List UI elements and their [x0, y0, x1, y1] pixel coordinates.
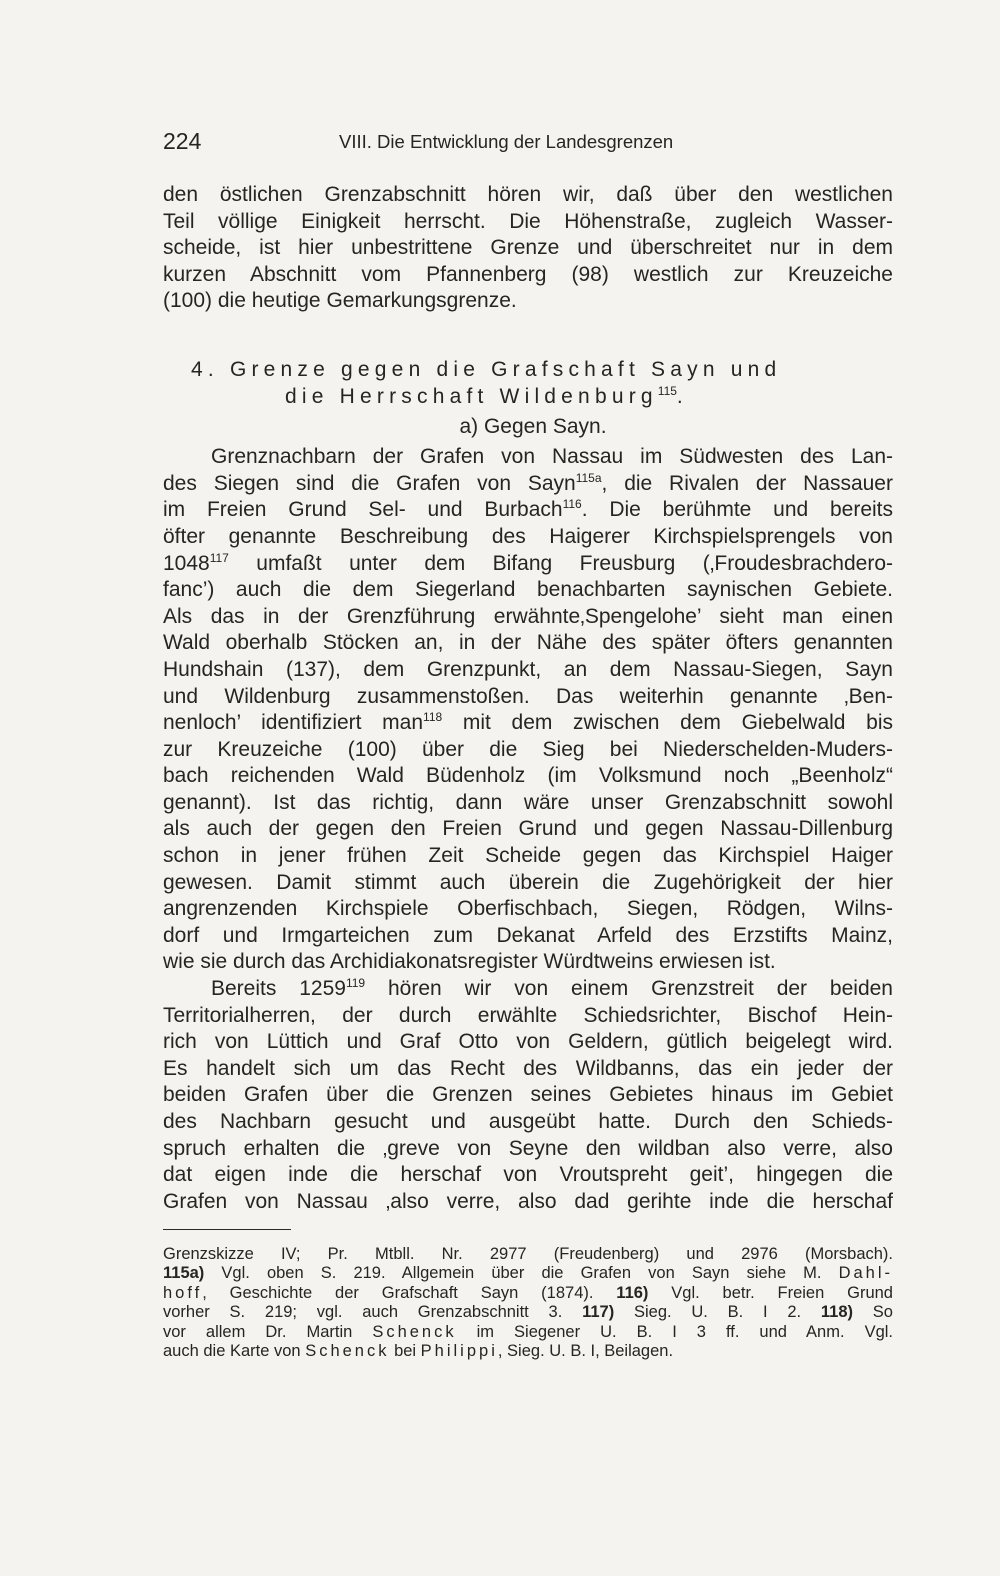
text-line: Grenznachbarn der Grafen von Nassau im Südwesten des Lan-	[211, 445, 893, 469]
footnote-ref: 115a	[575, 470, 602, 485]
text-line: Grafen von Nassau ‚also verre, also dad gerihte inde die herschaf	[163, 1189, 893, 1213]
footnote-line: 115a) Vgl. oben S. 219. Allgemein über die Grafen von Sayn siehe M. Dahl-	[163, 1264, 893, 1283]
footnote-line: hoff, Geschichte der Grafschaft Sayn (1874). 116) Vgl. betr. Freien Grund	[163, 1283, 893, 1302]
text-line: kurzen Abschnitt vom Pfannenberg (98) westlich zur Kreuzeiche	[163, 262, 893, 286]
text-line: den östlichen Grenzabschnitt hören wir, daß über den westlichen	[163, 183, 893, 206]
page-number: 224	[163, 128, 202, 154]
footnote-line: auch die Karte von Schenck bei Philippi, Sieg. U. B. I, Beilagen.	[163, 1341, 674, 1360]
footnote-ref: 118	[423, 710, 443, 725]
text-line: des Siegen sind die Grafen von Sayn$^{115a}$, die Rivalen der Nassauer	[163, 470, 893, 495]
text-line: scheide, ist hier unbestrittene Grenze und überschreitet nur in dem	[163, 236, 893, 260]
text-line: öfter genannte Beschreibung des Haigerer Kirchspielsprengels von	[163, 524, 893, 548]
text-line: spruch erhalten die ‚greve von Seyne den wildban also verre, also	[163, 1136, 893, 1160]
text-line: dat eigen inde die herschaf von Vroutspreht geit’, hingegen die	[163, 1163, 893, 1187]
text-line: dorf und Irmgarteichen zum Dekanat Arfeld des Erzstifts Mainz,	[163, 923, 893, 947]
subsection-heading: a) Gegen Sayn.	[459, 415, 607, 439]
text-line: des Nachbarn gesucht und ausgeübt hatte. Durch den Schieds-	[163, 1110, 893, 1133]
footnote-line: Grenzskizze IV; Pr. Mtbll. Nr. 2977 (Freudenberg) und 2976 (Morsbach).	[163, 1245, 893, 1263]
text-line: Territorialherren, der durch erwählte Schiedsrichter, Bischof Hein-	[163, 1003, 893, 1027]
footnote-line: vor allem Dr. Martin Schenck im Siegener U. B. I 3 ff. und Anm. Vgl.	[163, 1322, 893, 1341]
text-line: als auch der gegen den Freien Grund und gegen Nassau-Dillenburg	[163, 817, 893, 841]
section-heading: 4. Grenze gegen die Grafschaft Sayn und	[191, 357, 782, 381]
text-line: nenloch’ identifiziert man$^{118}$ mit dem zwischen dem Giebelwald bis	[163, 710, 894, 735]
page-header	[163, 128, 903, 168]
text-line: beiden Grafen über die Grenzen seines Gebietes hinaus im Gebiet	[163, 1083, 893, 1107]
text-line: Teil völlige Einigkeit herrscht. Die Höhenstraße, zugleich Wasser-	[163, 209, 893, 233]
text-line: im Freien Grund Sel- und Burbach$^{116}$. Die berühmte und bereits	[163, 497, 893, 522]
footnote-divider	[163, 1229, 291, 1230]
text-line: (100) die heutige Gemarkungsgrenze.	[163, 289, 517, 313]
footnote-ref: 115	[657, 383, 677, 398]
footnote-ref: 117	[209, 550, 229, 565]
section-heading-cont: die Herrschaft Wildenburg$^{115}$.	[285, 383, 688, 408]
text-line: wie sie durch das Archidiakonatsregister Würdtweins erwiesen ist.	[163, 950, 776, 974]
running-title: VIII. Die Entwicklung der Landesgrenzen	[339, 131, 674, 152]
text-line: fanc’) auch die dem Siegerland benachbarten saynischen Gebiete.	[163, 578, 893, 602]
text-line: gewesen. Damit stimmt auch überein die Zugehörigkeit der hier	[163, 870, 893, 894]
text-line: angrenzenden Kirchspiele Oberfischbach, Siegen, Rödgen, Wilns-	[163, 897, 893, 921]
text-line: Es handelt sich um das Recht des Wildbanns, das ein jeder der	[163, 1056, 893, 1080]
text-line: Als das in der Grenzführung erwähnte‚Spengelohe’ sieht man einen	[163, 604, 893, 628]
text-line: Hundshain (137), dem Grenzpunkt, an dem Nassau-Siegen, Sayn	[163, 657, 893, 681]
text-line: genannt). Ist das richtig, dann wäre unser Grenzabschnitt sowohl	[163, 790, 893, 814]
text-line: rich von Lüttich und Graf Otto von Geldern, gütlich beigelegt wird.	[163, 1030, 893, 1054]
footnote-line: vorher S. 219; vgl. auch Grenzabschnitt 3. 117) Sieg. U. B. I 2. 118) So	[163, 1303, 893, 1322]
text-line: und Wildenburg zusammenstoßen. Das weiterhin genannte ‚Ben-	[163, 684, 893, 708]
text-line: 1048$^{117}$ umfaßt unter dem Bifang Freusburg (‚Froudesbrachdero-	[163, 550, 893, 575]
footnote-ref: 119	[345, 976, 366, 991]
text-line: Bereits 1259$^{119}$ hören wir von einem Grenzstreit der beiden	[211, 976, 893, 1001]
text-line: Wald oberhalb Stöcken an, in der Nähe des später öfters genannten	[163, 631, 893, 655]
text-line: schon in jener frühen Zeit Scheide gegen das Kirchspiel Haiger	[163, 844, 893, 868]
text-line: bach reichenden Wald Büdenholz (im Volksmund noch „Beenholz“	[163, 764, 893, 788]
text-line: zur Kreuzeiche (100) über die Sieg bei Niederschelden-Muders-	[163, 737, 893, 761]
footnotes	[163, 1245, 893, 1361]
footnote-ref: 116	[562, 497, 582, 512]
main-text	[163, 182, 893, 1215]
